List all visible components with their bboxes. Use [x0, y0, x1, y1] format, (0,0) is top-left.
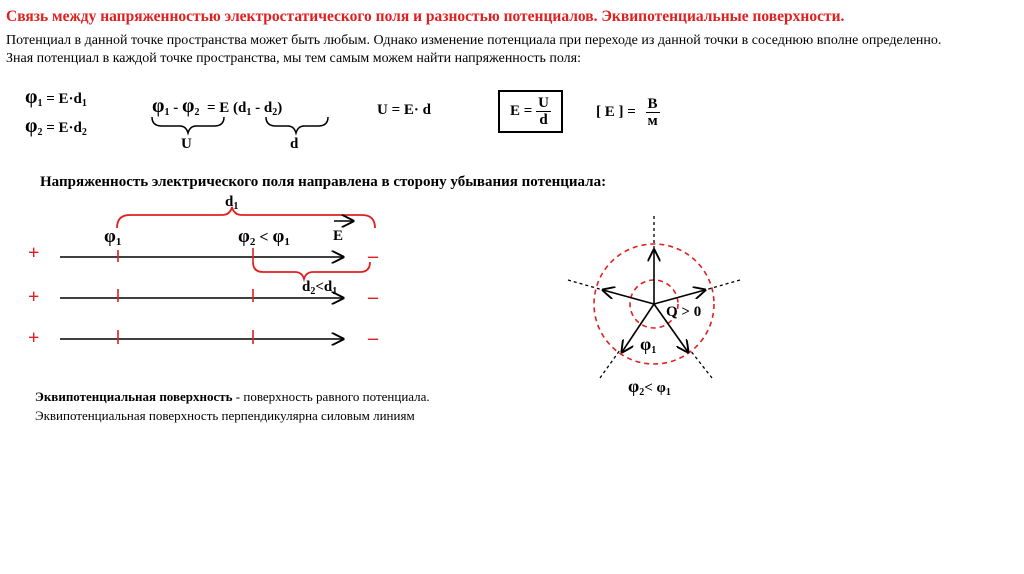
d2-label: $d_2<d_1$ — [302, 279, 338, 297]
phi2-lt-phi1-label: φ2 < φ1 — [238, 226, 290, 248]
outer-phi-label: φ2< φ1 — [628, 376, 671, 398]
section-heading: Напряженность электрического поля направлена в сторону убывания потенциала: — [40, 174, 607, 190]
phi1-label: φ1 — [104, 226, 122, 248]
brace-label-u: U — [181, 136, 192, 152]
inner-phi1-label: φ1 — [640, 334, 657, 356]
intro-paragraph-1: Потенциал в данной точке пространства может быть любым. Однако изменение потенциала при переходе из данной точки в соседнюю вполне определенно. — [6, 33, 942, 48]
plus-sign-2: + — [28, 286, 40, 308]
formula-e-definition-box: E = $\frac{U}{d}$ — [498, 90, 563, 133]
formula-difference: $\varphi_1 - \varphi_2 = E$ $(d_1 - d_2)$ — [152, 95, 283, 118]
minus-sign-3: – — [368, 327, 378, 349]
brace-label-d: d — [290, 136, 299, 152]
plus-sign-1: + — [28, 242, 40, 264]
charge-label: Q > 0 — [666, 304, 702, 320]
minus-sign-1: – — [368, 245, 378, 267]
intro-paragraph-2: Зная потенциал в каждой точке пространства, мы тем самым можем найти напряженность поля: — [6, 51, 581, 66]
formula-u-equals: U = E· d — [377, 102, 431, 118]
definition-perpendicular: Эквипотенциальная поверхность перпендикулярна силовым линиям — [35, 408, 415, 423]
formula-phi1: $\varphi_1 = E\cdot d_1$ — [25, 86, 87, 109]
e-vector-label: E — [333, 228, 344, 244]
formula-phi2: $\varphi_2 = E\cdot d_2$ — [25, 115, 87, 138]
plus-sign-3: + — [28, 327, 40, 349]
formula-unit: [ E ] = $\frac{В}{м}$ — [596, 96, 658, 129]
minus-sign-2: – — [368, 286, 378, 308]
definition-equipotential: Эквипотенциальная поверхность - поверхность равного потенциала. — [35, 389, 430, 404]
d1-label: $d_1$ — [225, 194, 239, 212]
page-title: Связь между напряженностью электростатического поля и разностью потенциалов. Эквипотенциальные поверхности. — [6, 8, 845, 25]
